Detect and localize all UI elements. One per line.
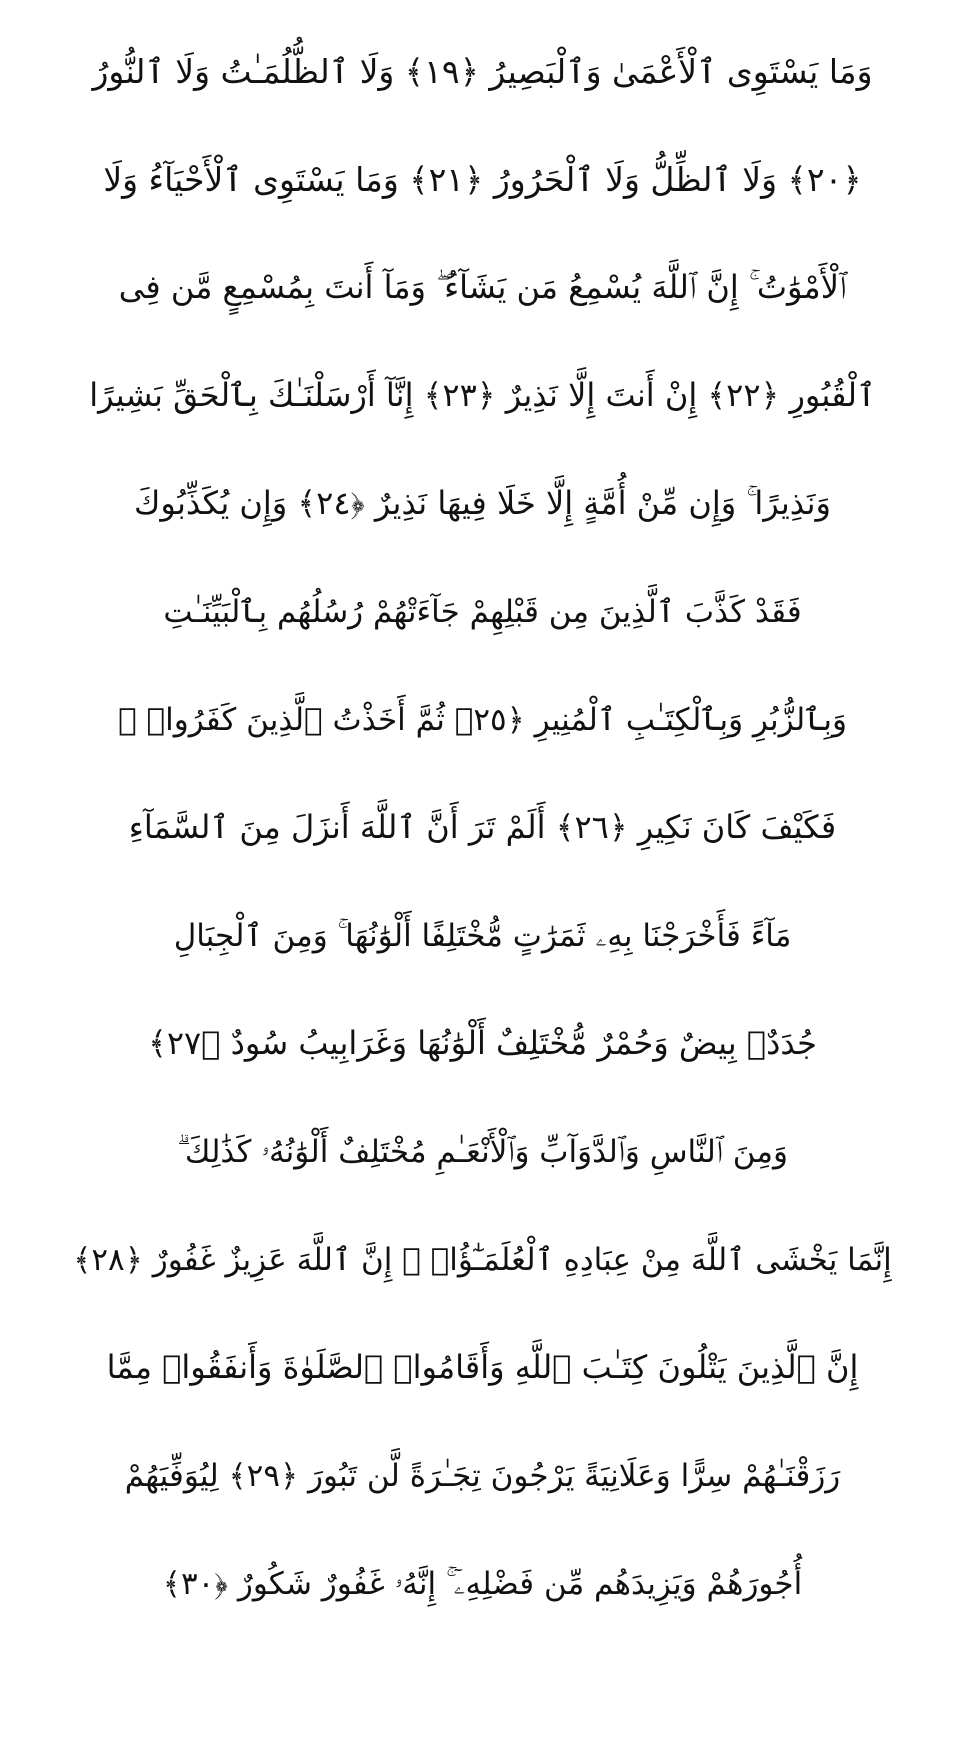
quran-line <box>30 666 935 774</box>
quran-line <box>30 1422 935 1530</box>
quran-line <box>30 450 935 558</box>
quran-line-text: إِنَّ ٱلَّذِينَ يَتْلُونَ كِتَـٰبَ ٱللَّهِ وَأَقَامُوا۟ ٱلصَّلَوٰةَ وَأَنفَقُوا۟ مِمَّا <box>106 1348 859 1387</box>
quran-line-text: وَنَذِيرًا ۚ وَإِن مِّنْ أُمَّةٍ إِلَّا خَلَا فِيهَا نَذِيرٌ ﴿٢٤﴾ وَإِن يُكَذِّبُوكَ <box>134 484 831 523</box>
quran-line-text: ٱلْأَمْوَٰتُ ۚ إِنَّ ٱللَّهَ يُسْمِعُ مَن يَشَآءُ ۖ وَمَآ أَنتَ بِمُسْمِعٍ مَّن فِى <box>118 268 847 307</box>
quran-line <box>30 1314 935 1422</box>
quran-line <box>30 1098 935 1206</box>
quran-line <box>30 882 935 990</box>
quran-line <box>30 1206 935 1314</box>
quran-line <box>30 990 935 1098</box>
quran-line <box>30 342 935 450</box>
quran-line <box>30 18 935 126</box>
quran-line-text: وَبِٱلزُّبُرِ وَبِٱلْكِتَـٰبِ ٱلْمُنِيرِ ﴿٢٥﴾ ثُمَّ أَخَذْتُ ٱلَّذِينَ كَفَرُوا۟ ۖ <box>118 701 847 738</box>
quran-line-text: ﴿٢٠﴾ وَلَا ٱلظِّلُّ وَلَا ٱلْحَرُورُ ﴿٢١﴾ وَمَا يَسْتَوِى ٱلْأَحْيَآءُ وَلَا <box>103 159 862 199</box>
quran-line-text: ٱلْقُبُورِ ﴿٢٢﴾ إِنْ أَنتَ إِلَّا نَذِيرٌ ﴿٢٣﴾ إِنَّآ أَرْسَلْنَـٰكَ بِٱلْحَقِّ بَشِيرًا <box>89 376 876 415</box>
quran-line-text: فَقَدْ كَذَّبَ ٱلَّذِينَ مِن قَبْلِهِمْ جَآءَتْهُمْ رُسُلُهُم بِٱلْبَيِّنَـٰتِ <box>163 593 802 630</box>
quran-line-text: أُجُورَهُمْ وَيَزِيدَهُم مِّن فَضْلِهِۦٓ ۚ إِنَّهُۥ غَفُورٌ شَكُورٌ ﴿٣٠﴾ <box>162 1565 803 1602</box>
quran-line-text: إِنَّمَا يَخْشَى ٱللَّهَ مِنْ عِبَادِهِ ٱلْعُلَمَـٰٓؤُا۟ ۗ إِنَّ ٱللَّهَ عَزِيزٌ غَفُورٌ ﴿٢٨﴾ <box>73 1241 892 1278</box>
quran-line-text: فَكَيْفَ كَانَ نَكِيرِ ﴿٢٦﴾ أَلَمْ تَرَ أَنَّ ٱللَّهَ أَنزَلَ مِنَ ٱلسَّمَآءِ <box>128 808 837 847</box>
quran-line <box>30 774 935 882</box>
quran-line-text: وَمَا يَسْتَوِى ٱلْأَعْمَىٰ وَٱلْبَصِيرُ ﴿١٩﴾ وَلَا ٱلظُّلُمَـٰتُ وَلَا ٱلنُّورُ <box>92 51 873 91</box>
quran-line-text: وَمِنَ ٱلنَّاسِ وَٱلدَّوَآبِّ وَٱلْأَنْعَـٰمِ مُخْتَلِفٌ أَلْوَٰنُهُۥ كَذَٰلِكَ ۗ <box>177 1133 788 1170</box>
quran-line-text: رَزَقْنَـٰهُمْ سِرًّا وَعَلَانِيَةً يَرْجُونَ تِجَـٰرَةً لَّن تَبُورَ ﴿٢٩﴾ لِيُوَفِّيَهُمْ <box>124 1457 841 1494</box>
quran-line <box>30 1530 935 1638</box>
quran-line <box>30 558 935 666</box>
quran-line <box>30 234 935 342</box>
quran-line <box>30 126 935 234</box>
quran-line-text: مَآءً فَأَخْرَجْنَا بِهِۦ ثَمَرَٰتٍ مُّخْتَلِفًا أَلْوَٰنُهَا ۚ وَمِنَ ٱلْجِبَالِ <box>173 917 792 954</box>
quran-line-text: جُدَدٌۢ بِيضٌ وَحُمْرٌ مُّخْتَلِفٌ أَلْوَٰنُهَا وَغَرَابِيبُ سُودٌ ﴿٢٧﴾ <box>148 1024 817 1063</box>
